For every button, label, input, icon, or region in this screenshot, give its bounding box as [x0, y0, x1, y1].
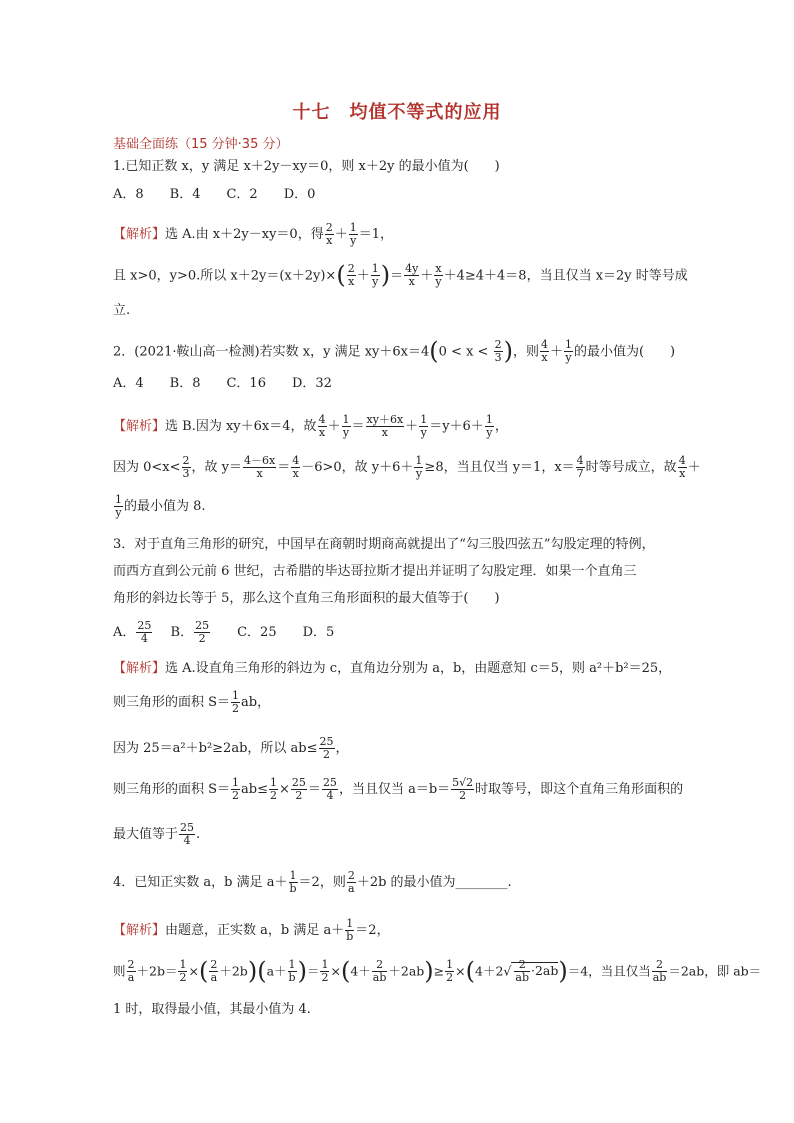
q4-solution-line3: 1 时，取得最小值，其最小值为 4.	[113, 1002, 311, 1017]
q1-solution-line3: 立.	[113, 303, 131, 318]
q3-stem-line3: 角形的斜边长等于 5，那么这个直角三角形面积的最大值等于( )	[113, 591, 500, 606]
q2-solution-line3: $\frac{1}{y}$ 的最小值为 8.	[115, 493, 206, 519]
q4-stem: 4．已知正实数 a，b 满足 a＋ $\frac{1}{b}$ ＝2，则 $\frac{2}{a}$ ＋2b 的最小值为________.	[113, 869, 512, 895]
q2-stem: 2．(2021·鞍山高一检测)若实数 x，y 满足 xy＋6x＝4(0 < x < $\frac{2}{3}$ )，则 $\frac{4}{x}$ ＋ $\frac{1}{y}$ 的最小值为( )	[113, 337, 676, 365]
q3-solution-line4: 则三角形的面积 S＝ $\frac{1}{2}$ ab≤ $\frac{1}{2}$ × $\frac{25}{2}$ ＝ $\frac{25}{4}$ ，当且仅当 a＝b＝ $\frac{5√2}{2}$ 时取等号，即这个直角三角形面积的	[113, 776, 684, 802]
q3-solution-line3: 因为 25＝a²＋b²≥2ab，所以 ab≤ $\frac{25}{2}$ ，	[113, 735, 349, 761]
q2-options: A．4 B．8 C．16 D．32	[113, 376, 332, 391]
q1-solution-line2: 且 x>0，y>0.所以 x＋2y＝(x＋2y)×( $\frac{2}{x}$ ＋ $\frac{1}{y}$ )＝ $\frac{4y}{x}$ ＋ $\frac{x}{y}$ ＋4≥4＋4＝8，当且仅当 x＝2y 时等号成	[113, 261, 688, 289]
q2-solution-line1: 【解析】选 B.因为 xy＋6x＝4，故 $\frac{4}{x}$ ＋ $\frac{1}{y}$ ＝ $\frac{xy+6x}{x}$ ＋ $\frac{1}{y}$ ＝y＋6＋ $\frac{1}{y}$ ，	[113, 413, 508, 439]
page-title: 十七 均值不等式的应用	[292, 102, 502, 123]
q3-solution-line5: 最大值等于 $\frac{25}{4}$ .	[113, 821, 201, 847]
q4-solution-line2: 则 $\frac{2}{a}$ ＋2b＝ $\frac{1}{2}$ ×( $\frac{2}{a}$ ＋2b)(a＋ $\frac{1}{b}$ )＝ $\frac{1}{2}$ ×(4＋ $\frac{2}{ab}$ ＋2ab)≥ $\frac{1}{2}$ ×(4＋2√ $\frac{2}{ab}$ ·2ab)＝4，当且仅当 $\frac{2}{ab}$ ＝2ab，即 ab＝	[113, 957, 762, 985]
q1-solution-line1: 【解析】选 A.由 x＋2y－xy＝0，得 $\frac{2}{x}$ ＋ $\frac{1}{y}$ ＝1，	[113, 221, 393, 247]
q4-solution-line1: 【解析】由题意，正实数 a，b 满足 a＋ $\frac{1}{b}$ ＝2，	[113, 917, 390, 943]
analysis-tag: 【解析】	[113, 227, 166, 242]
q2-solution-line2: 因为 0<x< $\frac{2}{3}$ ，故 y＝ $\frac{4-6x}{x}$ ＝ $\frac{4}{x}$ －6>0，故 y＋6＋ $\frac{1}{y}$ ≥8，当且仅当 y＝1，x＝ $\frac{4}{7}$ 时等号成立，故 $\frac{4}{x}$ ＋	[113, 454, 701, 480]
section-heading: 基础全面练（15 分钟·35 分）	[113, 137, 289, 152]
q3-solution-line1: 【解析】选 A.设直角三角形的斜边为 c，直角边分别为 a，b，由题意知 c＝5，则 a²＋b²＝25，	[113, 661, 672, 676]
q1-stem: 1.已知正数 x，y 满足 x＋2y－xy＝0，则 x＋2y 的最小值为( )	[113, 159, 500, 174]
q3-solution-line2: 则三角形的面积 S＝ $\frac{1}{2}$ ab，	[113, 689, 271, 715]
q1-options: A．8 B．4 C．2 D．0	[113, 187, 316, 202]
q3-options: A． $\frac{25}{4}$ B． $\frac{25}{2}$ C．25 D．5	[113, 619, 335, 645]
q3-stem-line2: 而西方直到公元前 6 世纪，古希腊的毕达哥拉斯才提出并证明了勾股定理．如果一个直角三	[113, 564, 637, 579]
q3-stem-line1: 3．对于直角三角形的研究，中国早在商朝时期商高就提出了“勾三股四弦五”勾股定理的特例，	[113, 537, 655, 552]
